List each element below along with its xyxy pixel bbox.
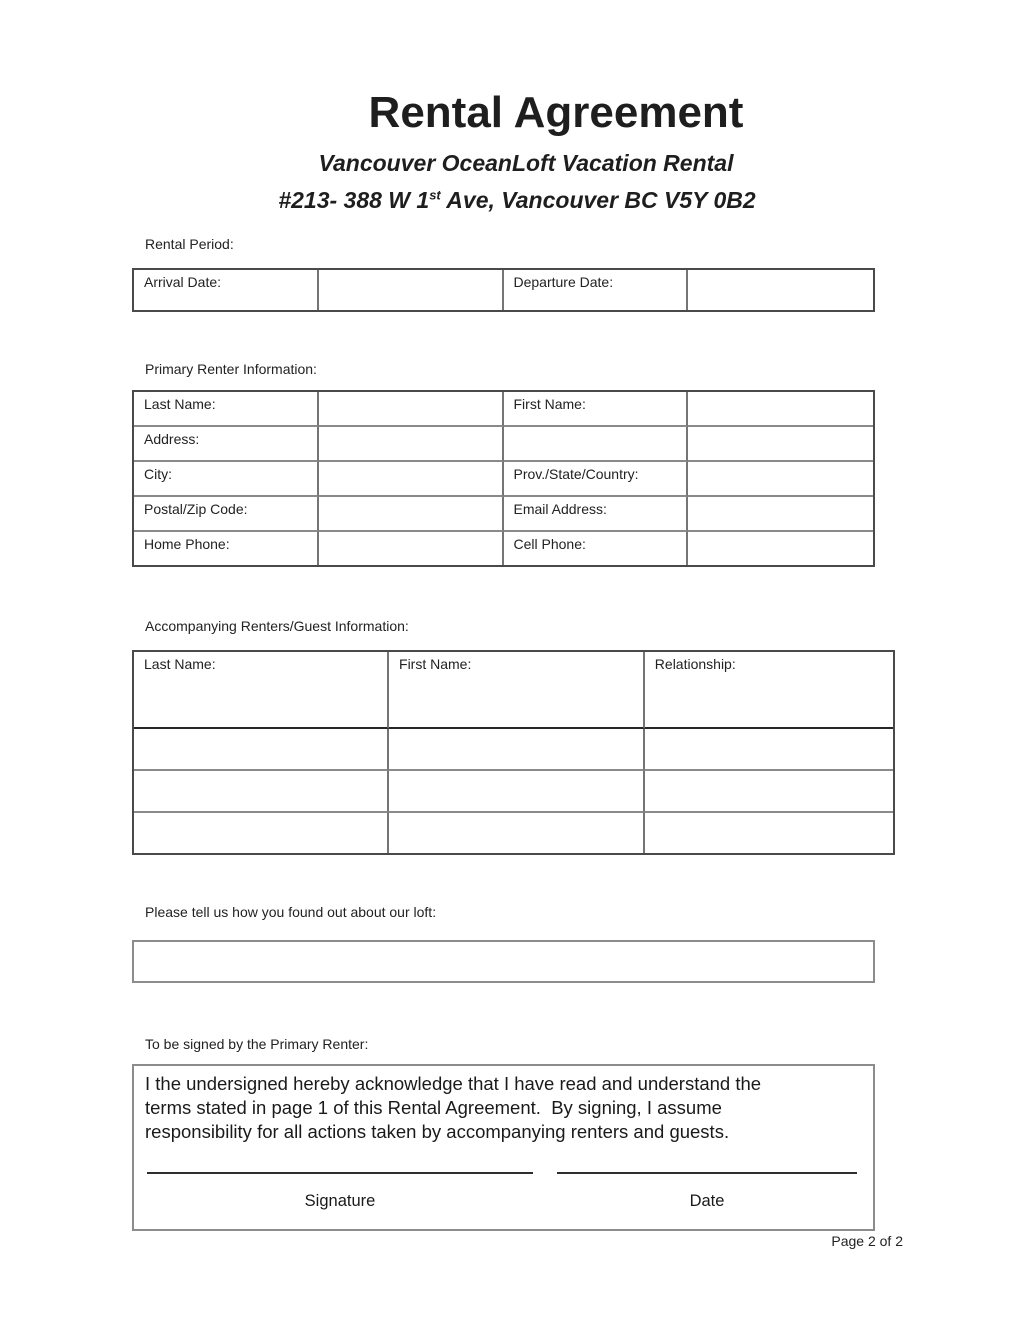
field-value-prov-state-country[interactable] bbox=[688, 462, 873, 497]
signature-line[interactable] bbox=[147, 1172, 533, 1174]
field-value-last-name[interactable] bbox=[319, 392, 504, 427]
accompanying-renters-table bbox=[132, 650, 895, 855]
field-label-home-phone: Home Phone: bbox=[134, 532, 319, 565]
field-value-email[interactable] bbox=[688, 497, 873, 532]
guest-first-name-cell[interactable] bbox=[389, 771, 645, 813]
field-value-address-cont-2[interactable] bbox=[688, 427, 873, 462]
guest-last-name-cell[interactable] bbox=[134, 771, 389, 813]
acknowledgment-line: terms stated in page 1 of this Rental Agreement. By signing, I assume bbox=[145, 1097, 722, 1118]
guest-relationship-cell[interactable] bbox=[645, 771, 893, 813]
date-caption: Date bbox=[689, 1192, 725, 1210]
address-ordinal-superscript: st bbox=[429, 187, 441, 203]
field-value-first-name[interactable] bbox=[688, 392, 873, 427]
table-row bbox=[134, 729, 893, 771]
section-label-referral: Please tell us how you found out about our loft: bbox=[145, 904, 437, 920]
section-label-primary-renter: Primary Renter Information: bbox=[145, 361, 317, 377]
guest-last-name-cell[interactable] bbox=[134, 729, 389, 771]
column-header-first-name: First Name: bbox=[389, 652, 645, 729]
field-value-city[interactable] bbox=[319, 462, 504, 497]
field-label-address: Address: bbox=[134, 427, 319, 462]
field-label-departure-date: Departure Date: bbox=[504, 270, 689, 310]
field-label-cell-phone: Cell Phone: bbox=[504, 532, 689, 565]
field-label-email: Email Address: bbox=[504, 497, 689, 532]
guest-relationship-cell[interactable] bbox=[645, 729, 893, 771]
table-row bbox=[134, 392, 873, 427]
column-header-last-name: Last Name: bbox=[134, 652, 389, 729]
guest-first-name-cell[interactable] bbox=[389, 729, 645, 771]
field-value-address[interactable] bbox=[319, 427, 504, 462]
table-header-row bbox=[134, 652, 893, 729]
table-row bbox=[134, 532, 873, 565]
field-label-first-name: First Name: bbox=[504, 392, 689, 427]
page-title: Rental Agreement bbox=[368, 88, 744, 137]
field-label-arrival-date: Arrival Date: bbox=[134, 270, 319, 310]
column-header-relationship: Relationship: bbox=[645, 652, 893, 729]
property-name-subtitle: Vancouver OceanLoft Vacation Rental bbox=[318, 150, 734, 176]
field-label-postal-zip: Postal/Zip Code: bbox=[134, 497, 319, 532]
acknowledgment-text bbox=[145, 1072, 863, 1144]
address-suffix: Ave, Vancouver BC V5Y 0B2 bbox=[440, 187, 756, 213]
section-label-rental-period: Rental Period: bbox=[145, 236, 234, 252]
section-label-signature: To be signed by the Primary Renter: bbox=[145, 1036, 369, 1052]
field-value-arrival-date[interactable] bbox=[319, 270, 504, 310]
field-value-home-phone[interactable] bbox=[319, 532, 504, 565]
page-indicator: Page 2 of 2 bbox=[831, 1233, 903, 1249]
table-row bbox=[134, 771, 893, 813]
signature-caption: Signature bbox=[304, 1192, 376, 1210]
acknowledgment-line: I the undersigned hereby acknowledge that I have read and understand the bbox=[145, 1073, 762, 1094]
field-value-departure-date[interactable] bbox=[688, 270, 873, 310]
signature-box bbox=[132, 1064, 875, 1231]
field-value-cell-phone[interactable] bbox=[688, 532, 873, 565]
table-row bbox=[134, 462, 873, 497]
table-row bbox=[134, 813, 893, 853]
rental-period-table bbox=[132, 268, 875, 312]
primary-renter-table bbox=[132, 390, 875, 567]
address-prefix: #213- 388 W 1 bbox=[278, 187, 430, 213]
table-row bbox=[134, 497, 873, 532]
guest-last-name-cell[interactable] bbox=[134, 813, 389, 853]
section-label-accompanying: Accompanying Renters/Guest Information: bbox=[145, 618, 409, 634]
referral-answer-box[interactable] bbox=[132, 940, 875, 983]
acknowledgment-line: responsibility for all actions taken by accompanying renters and guests. bbox=[145, 1121, 730, 1142]
date-line[interactable] bbox=[557, 1172, 857, 1174]
field-label-last-name: Last Name: bbox=[134, 392, 319, 427]
guest-first-name-cell[interactable] bbox=[389, 813, 645, 853]
table-row bbox=[134, 270, 873, 310]
field-label-city: City: bbox=[134, 462, 319, 497]
field-value-address-cont-1[interactable] bbox=[504, 427, 689, 462]
field-label-prov-state-country: Prov./State/Country: bbox=[504, 462, 689, 497]
property-address bbox=[278, 187, 755, 214]
table-row bbox=[134, 427, 873, 462]
guest-relationship-cell[interactable] bbox=[645, 813, 893, 853]
field-value-postal-zip[interactable] bbox=[319, 497, 504, 532]
